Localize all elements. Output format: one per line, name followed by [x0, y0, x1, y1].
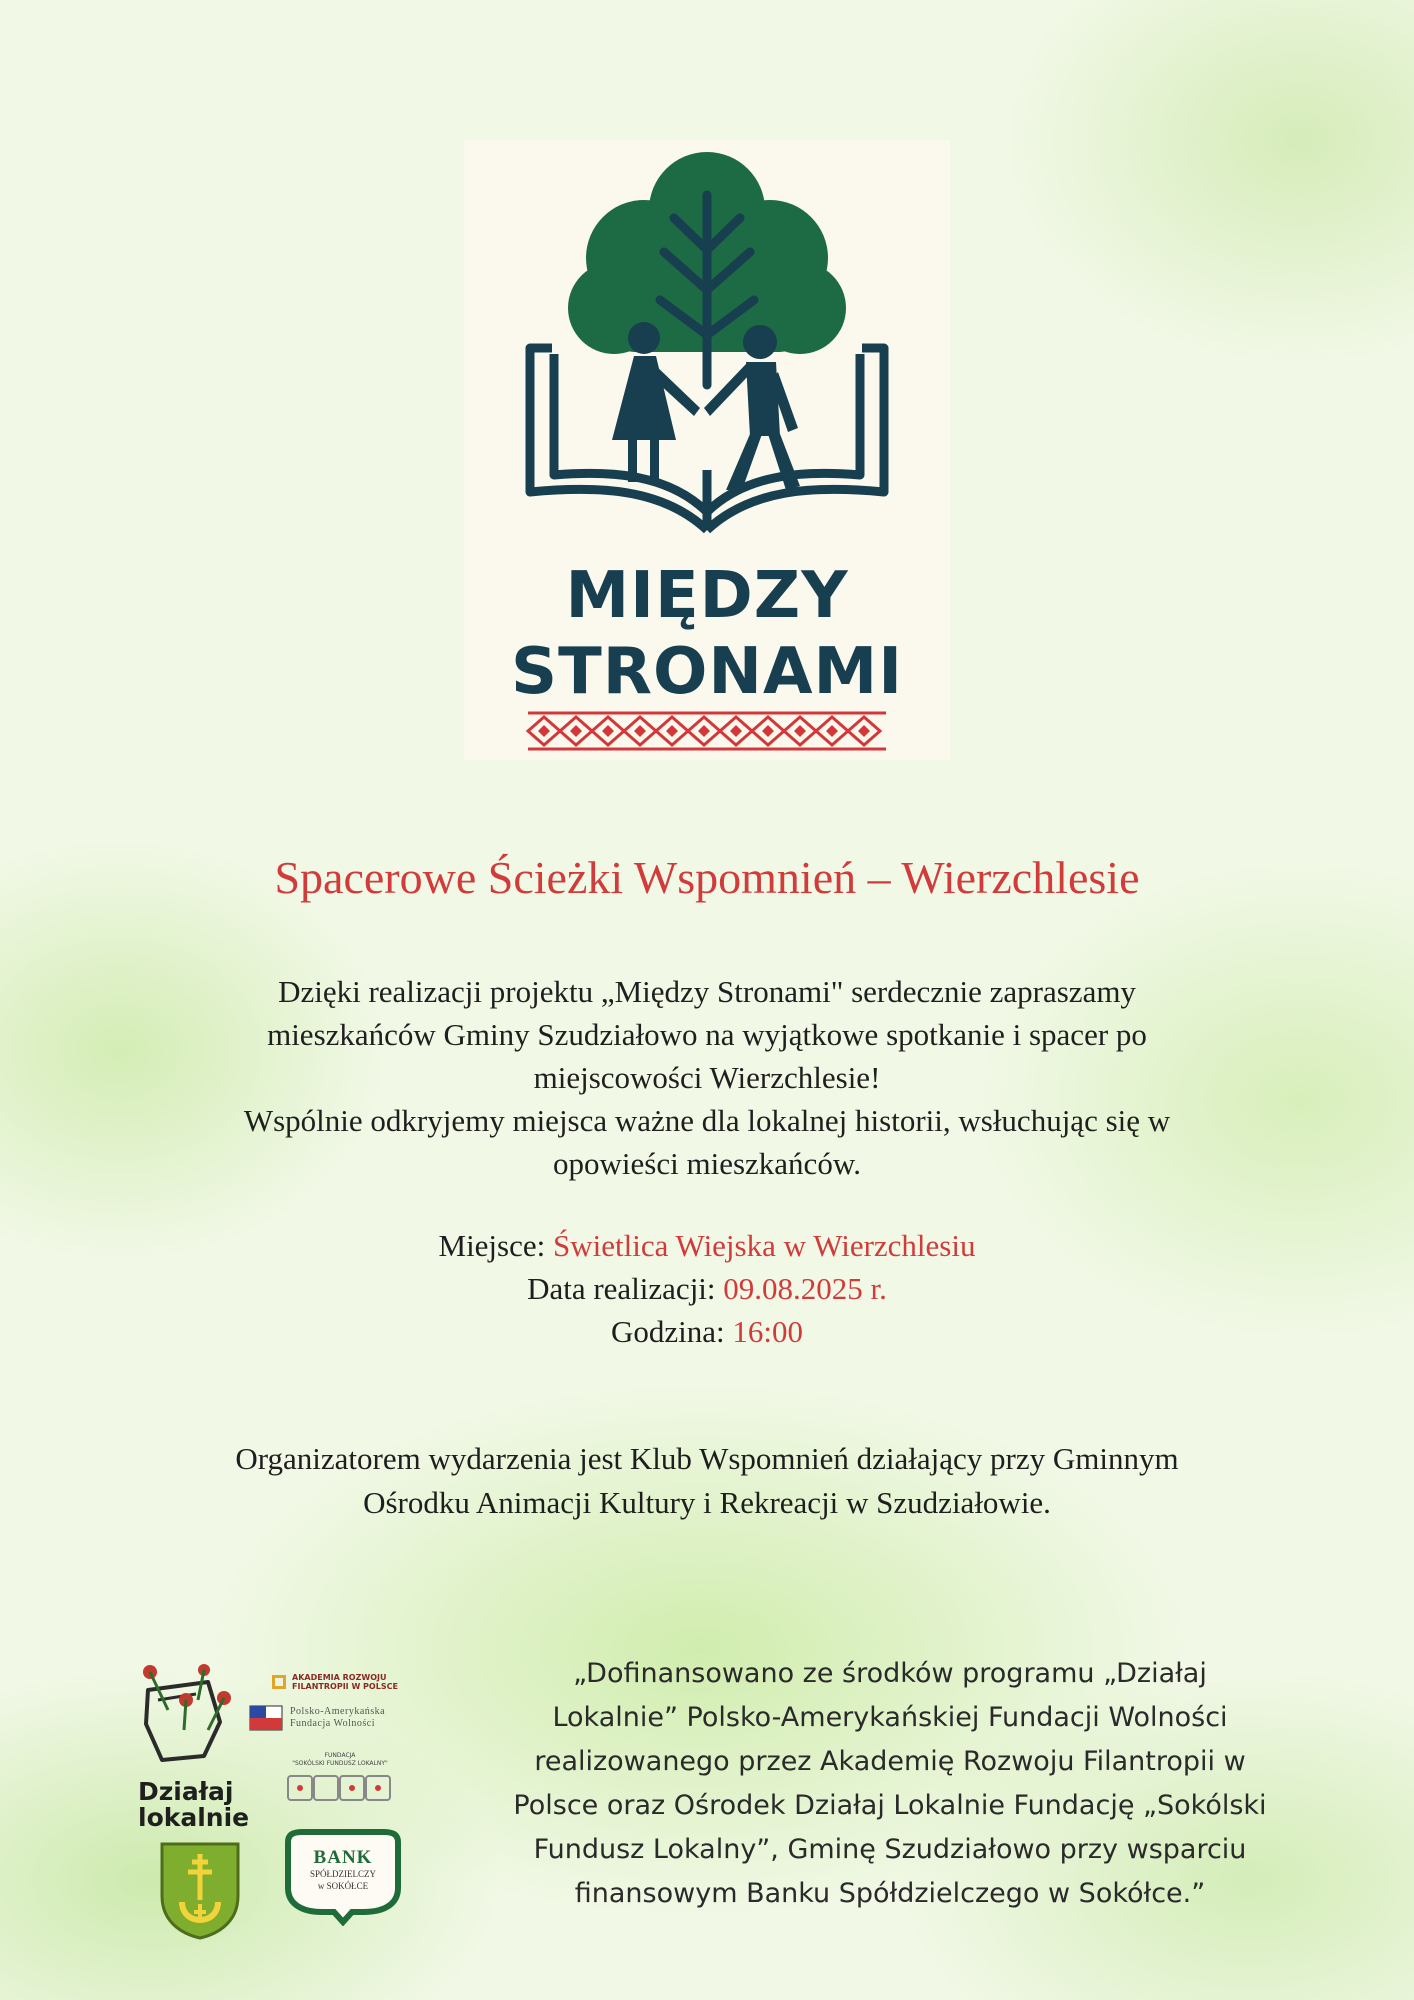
bank-line2: SPÓŁDZIELCZY — [310, 1869, 376, 1879]
akademia-icon — [272, 1675, 286, 1689]
dzialaj-line2: lokalnie — [138, 1803, 250, 1832]
event-title: Spacerowe Ścieżki Wspomnień – Wierzchlesie — [274, 852, 1140, 903]
funding-line: Polsce oraz Ośrodek Działaj Lokalnie Fundację „Sokólski — [513, 1790, 1267, 1821]
bank-line3: w SOKÓŁCE — [317, 1881, 369, 1891]
project-logo — [464, 140, 950, 760]
pafw-line2: Fundacja Wolności — [290, 1718, 375, 1729]
bank-spoldzielczy-logo — [280, 1828, 406, 1926]
intro-line: Wspólnie odkryjemy miejsca ważne dla lokalnej historii, wsłuchując się w — [243, 1103, 1171, 1138]
time-label: Godzina: — [610, 1314, 725, 1349]
funding-line: realizowanego przez Akademię Rozwoju Filantropii w — [534, 1746, 1246, 1777]
funding-line: Lokalnie” Polsko-Amerykańskiej Fundacji Wolności — [552, 1702, 1228, 1733]
intro-line: opowieści mieszkańców. — [553, 1146, 861, 1181]
coat-of-arms-icon — [158, 1840, 242, 1940]
akademia-rozwoju-logo — [272, 1673, 422, 1697]
pafw-line1: Polsko-Amerykańska — [290, 1706, 386, 1717]
place-label: Miejsce: — [438, 1228, 546, 1263]
sokolski-fundusz-logo — [280, 1752, 400, 1814]
place-value: Świetlica Wiejska w Wierzchlesiu — [553, 1228, 976, 1263]
flag-icon — [246, 1700, 286, 1736]
date-label: Data realizacji: — [527, 1271, 716, 1306]
pafw-logo — [246, 1700, 426, 1736]
date-value: 09.08.2025 r. — [723, 1271, 887, 1306]
dzialaj-line1: Działaj — [138, 1777, 234, 1806]
sfl-line1: FUNDACJA — [324, 1752, 356, 1759]
dzialaj-lokalnie-logo — [138, 1660, 248, 1830]
folk-pattern — [528, 713, 886, 749]
logo-title-line2: STRONAMI — [510, 635, 904, 709]
gmina-crest — [158, 1840, 242, 1940]
akademia-line1: AKADEMIA ROZWOJU — [292, 1673, 387, 1682]
akademia-line2: FILANTROPII W POLSCE — [292, 1682, 398, 1691]
place-row — [90, 1224, 1324, 1267]
intro-text — [90, 970, 1324, 1185]
logo-title-line1: MIĘDZY — [565, 559, 849, 633]
time-value: 16:00 — [732, 1314, 803, 1349]
event-details — [90, 1224, 1324, 1353]
bank-line1: BANK — [313, 1847, 373, 1868]
flower-box-icon — [138, 1660, 248, 1768]
intro-line: Dzięki realizacji projektu „Między Stronami" serdecznie zapraszamy — [278, 974, 1136, 1009]
organizer-line: Ośrodku Animacji Kultury i Rekreacji w Szudziałowie. — [363, 1485, 1051, 1520]
funding-line: finansowym Banku Spółdzielczego w Sokółce.” — [574, 1878, 1206, 1909]
puzzle-icon — [284, 1768, 396, 1808]
funding-line: „Dofinansowano ze środków programu „Działaj — [573, 1658, 1207, 1689]
time-row — [90, 1310, 1324, 1353]
organizer-text — [90, 1437, 1324, 1525]
date-row — [90, 1267, 1324, 1310]
sfl-line2: "SOKÓLSKI FUNDUSZ LOKALNY" — [292, 1760, 388, 1767]
organizer-line: Organizatorem wydarzenia jest Klub Wspomnień działający przy Gminnym — [235, 1441, 1179, 1476]
funding-line: Fundusz Lokalny”, Gminę Szudziałowo przy wsparciu — [533, 1834, 1247, 1865]
intro-line: mieszkańców Gminy Szudziałowo na wyjątkowe spotkanie i spacer po — [267, 1017, 1147, 1052]
funding-note — [430, 1652, 1350, 1916]
intro-line: miejscowości Wierzchlesie! — [533, 1060, 881, 1095]
